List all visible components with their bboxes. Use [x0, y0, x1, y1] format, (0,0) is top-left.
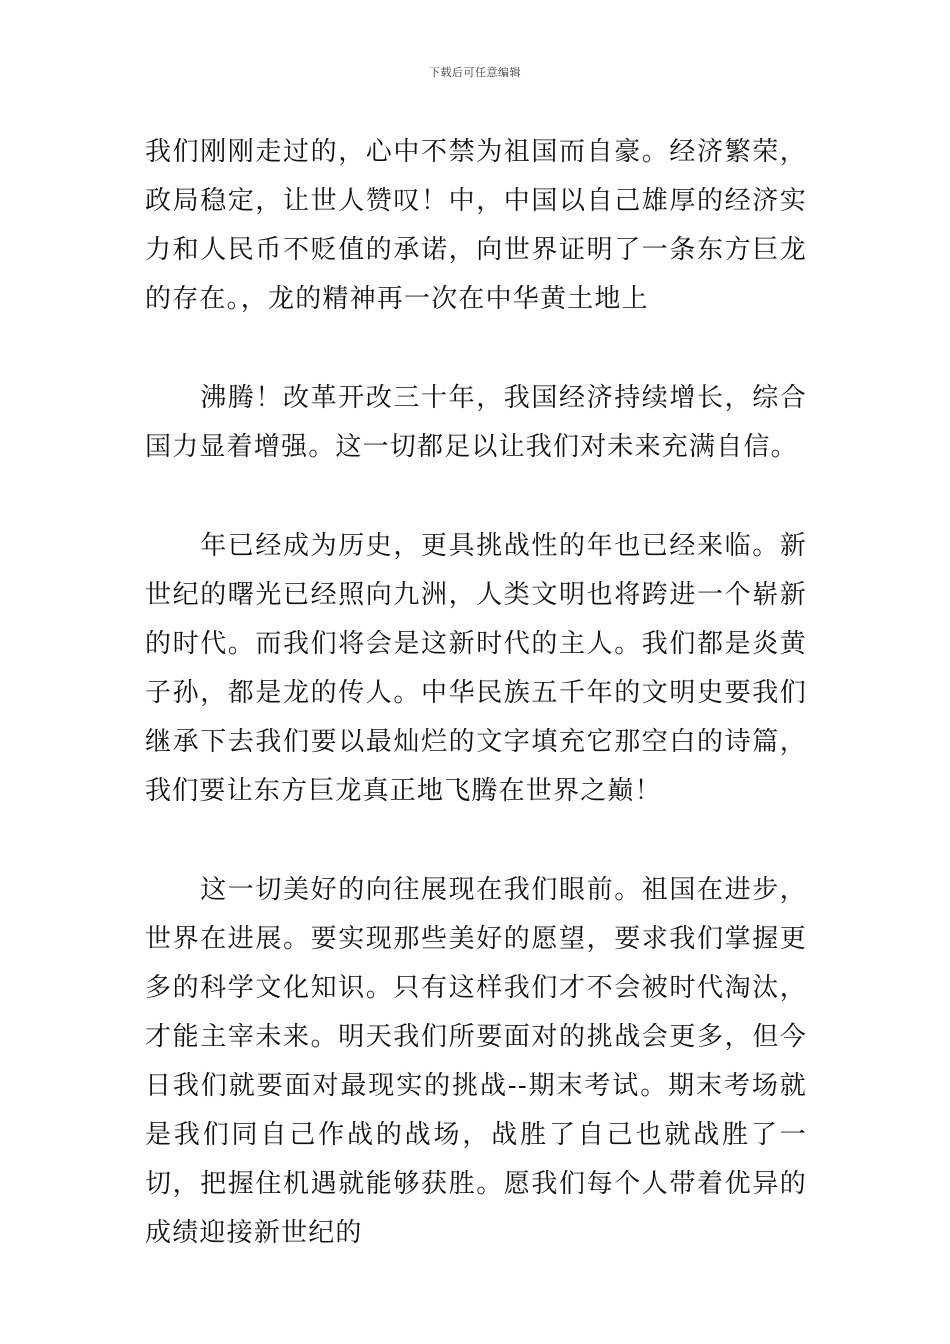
paragraph-spacer: [145, 324, 807, 374]
paragraph-2: 沸腾！改革开改三十年，我国经济持续增长，综合国力显着增强。这一切都足以让我们对未来充满自信。: [145, 383, 807, 462]
paragraph-spacer: [145, 816, 807, 866]
page-header: 下载后可任意编辑: [429, 66, 521, 79]
paragraph-1: 我们刚刚走过的，心中不禁为祖国而自豪。经济繁荣，政局稳定，让世人赞叹！中，中国以自己雄厚的经济实力和人民币不贬值的承诺，向世界证明了一条东方巨龙的存在。，龙的精神再一次在中华黄土地上: [145, 137, 807, 314]
document-body: [145, 128, 807, 1258]
paragraph-spacer: [145, 472, 807, 522]
paragraph-4: 这一切美好的向往展现在我们眼前。祖国在进步，世界在进展。要实现那些美好的愿望，要求我们掌握更多的科学文化知识。只有这样我们才不会被时代淘汰，才能主宰未来。明天我们所要面对的挑战会更多，但今日我们就要面对最现实的挑战--期末考试。期末考场就是我们同自己作战的战场，战胜了自己也就战胜了一切，把握住机遇就能够获胜。愿我们每个人带着优异的成绩迎接新世纪的: [145, 875, 807, 1248]
paragraph-3: 年已经成为历史，更具挑战性的年也已经来临。新世纪的曙光已经照向九洲，人类文明也将跨进一个崭新的时代。而我们将会是这新时代的主人。我们都是炎黄子孙，都是龙的传人。中华民族五千年的文明史要我们继承下去我们要以最灿烂的文字填充它那空白的诗篇，我们要让东方巨龙真正地飞腾在世界之巅！: [145, 531, 807, 806]
